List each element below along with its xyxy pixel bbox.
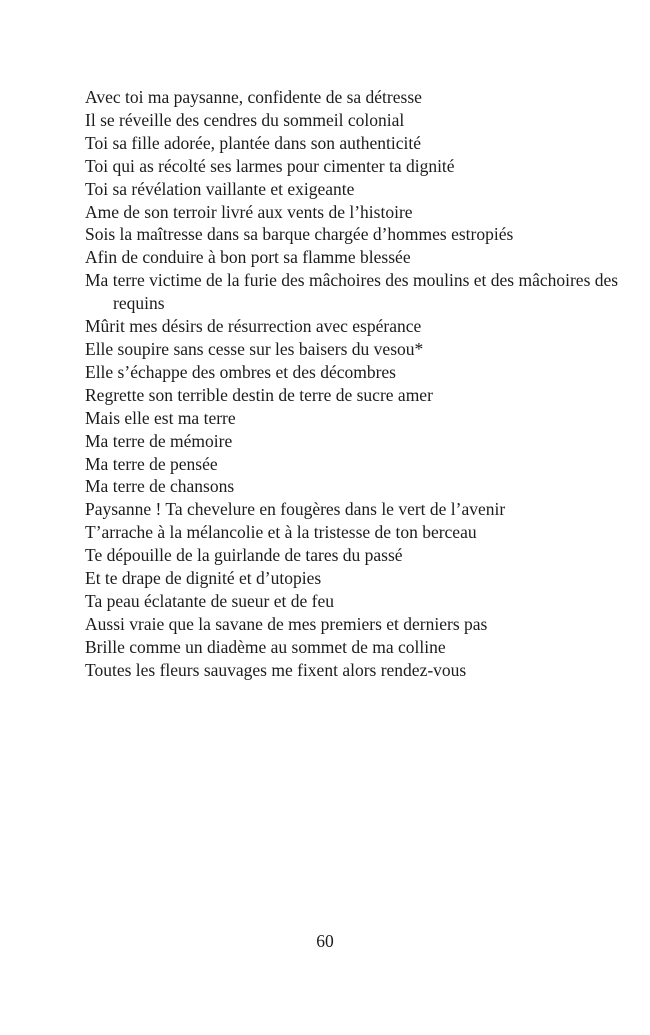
poem-line: Ma terre de chansons [85, 476, 235, 497]
poem-line: Ma terre de mémoire [85, 430, 233, 451]
poem-line: Mûrit mes désirs de résurrection avec espérance [85, 316, 422, 337]
poem-line: T’arrache à la mélancolie et à la tristesse de ton berceau [85, 522, 477, 543]
poem-line: Avec toi ma paysanne, confidente de sa détresse [85, 87, 422, 107]
poem-line: Brille comme un diadème au sommet de ma colline [85, 636, 446, 657]
poem-line: Elle soupire sans cesse sur les baisers du vesou* [85, 338, 424, 359]
poem-line: Regrette son terrible destin de terre de sucre amer [85, 384, 433, 405]
poem-line: Mais elle est ma terre [85, 407, 236, 428]
poem-line: Afin de conduire à bon port sa flamme blessée [85, 247, 411, 268]
poem-line: Toi sa révélation vaillante et exigeante [85, 178, 355, 199]
poem-line: Il se réveille des cendres du sommeil colonial [85, 109, 405, 130]
poem-line: Aussi vraie que la savane de mes premiers et derniers pas [85, 613, 488, 634]
poem-line: Sois la maîtresse dans sa barque chargée d’hommes estropiés [85, 224, 514, 245]
poem-line: Ma terre victime de la furie des mâchoires des moulins et des mâchoires des requins [85, 270, 619, 314]
poem-line: Toi qui as récolté ses larmes pour cimenter ta dignité [85, 155, 455, 176]
poem-line: Et te drape de dignité et d’utopies [85, 568, 322, 589]
poem-line: Toutes les fleurs sauvages me fixent alors rendez-vous [85, 659, 467, 680]
poem-line: Paysanne ! Ta chevelure en fougères dans le vert de l’avenir [85, 499, 506, 520]
poem-line: Ame de son terroir livré aux vents de l’histoire [85, 201, 413, 222]
page-number: 60 [316, 931, 334, 951]
poem-line: Elle s’échappe des ombres et des décombres [85, 361, 396, 382]
poem-line: Toi sa fille adorée, plantée dans son authenticité [85, 132, 422, 153]
poem-line: Te dépouille de la guirlande de tares du passé [85, 545, 403, 566]
poem-text [85, 86, 625, 682]
poem-line: Ma terre de pensée [85, 453, 218, 474]
poem-line: Ta peau éclatante de sueur et de feu [85, 590, 334, 611]
